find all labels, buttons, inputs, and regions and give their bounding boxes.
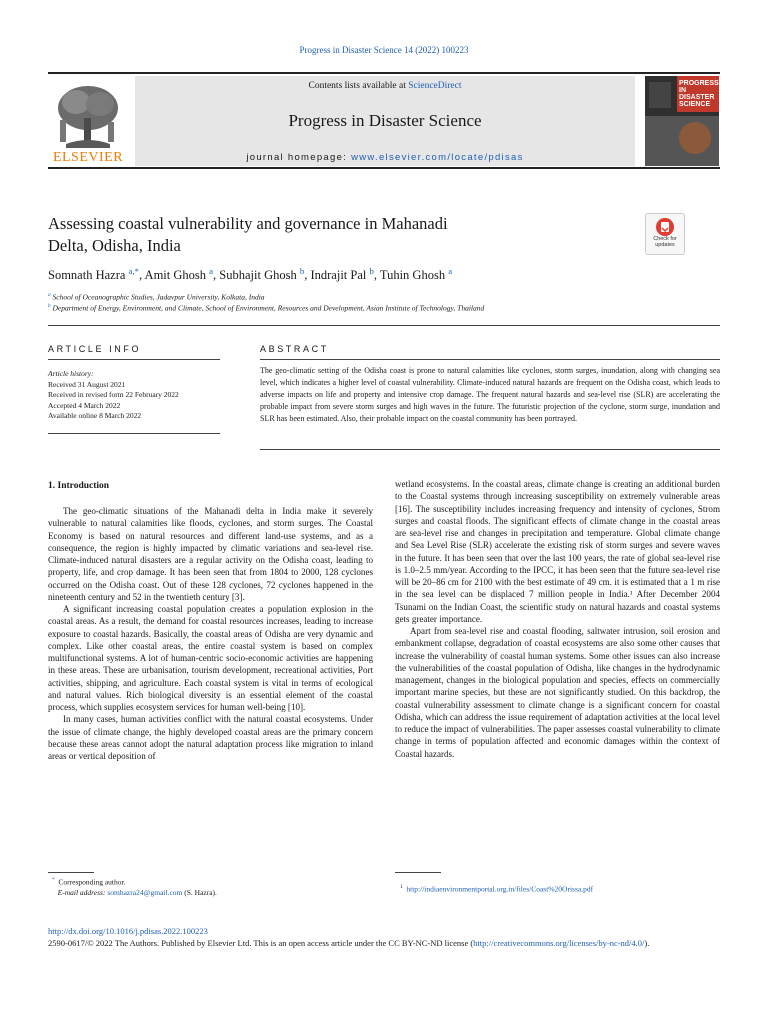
article-title [48,213,608,257]
author-name: Amit Ghosh [144,268,207,283]
intro-paragraph-5: Apart from sea-level rise and coastal flooding, saltwater intrusion, soil erosion and embankment collapse, degradation of coastal ecosystems are also some other causes that increase the vulnerability of coastal human systems. Some other issues can also increase the vulnerabilities of the coastal population of Odisha, like changes in the hydrodynamic management, changes in the biological population and species, effects on commercially important marine species, but these are not significantly studied. On this backdrop, the coastal vulnerability assessment to climate change is a significant concern for coastal Odisha, which can address the issue requirement of adaptation activities at the local level to reduce the impact of vulnerabilities. The paper assesses coastal vulnerability to climate change in terms of population affected and economic damages within the context of Coastal hazards. [395,626,720,759]
article-title-line-2: Delta, Odisha, India [48,236,181,255]
history-online: Available online 8 March 2022 [48,411,142,420]
author-affiliation-mark[interactable]: a [448,266,453,276]
author-name: Somnath Hazra [48,268,126,283]
homepage-prefix: journal homepage: [246,152,352,163]
body-column-right [395,478,720,760]
footnote-1-link[interactable]: http://indiaenvironmentportal.org.in/files/Coast%20Orissa.pdf [406,884,594,894]
intro-paragraph-4: wetland ecosystems. In the coastal areas, climate change is creating an additional burden to the Coastal systems through increasing susceptibility on extremely vulnerable areas [16]. The susceptibility includes increasing frequency and intensity of cyclones, Strom surges and coastal floods. The significant effects of climate change in the coastal areas are sea-level rise and changes in precipitation and temperature. Global climate change and Sea Level Rise (SLR) accelerate the existing risk of storm surges and severe waves in the future. It has been seen that over the last 100 years, the rate of global sea-level rise is 1.0–2.5 mm/year. According to the IPCC, it has been seen that the future sea-level rise will be 20–86 cm for 2100 with the best estimate of 49 cm. it is estimated that a 1 m rise in the sea level can be displaced 7 million people in India.¹ After December 2004 Tsunami on the Indian Coast, the scientific study on natural hazards and coastal systems gets greater importance. [395,479,720,624]
email-suffix: (S. Hazra). [184,888,217,897]
corresponding-mark: * [52,877,55,883]
section-rule [48,325,720,326]
header-rule-top [48,72,720,74]
license-statement [48,937,720,949]
footnote-mark: 1 [400,884,403,890]
introduction-heading: 1. Introduction [48,481,110,491]
license-prefix: 2590-0617/© 2022 The Authors. Published by Elsevier Ltd. This is an open access article under the CC BY-NC-ND license ( [48,938,474,948]
email-label: E-mail address: [57,888,106,897]
article-info-rule-bottom [48,433,220,434]
history-received: Received 31 August 2021 [48,379,126,389]
history-revised: Received in revised form 22 February 2022 [48,390,179,399]
header-rule-bottom [48,167,720,169]
journal-cover[interactable] [645,76,719,166]
author-affiliation-mark[interactable]: a,* [128,266,139,276]
cover-title: PROGRESS IN DISASTER SCIENCE [679,80,719,108]
author-4[interactable] [310,268,373,282]
check-updates-label: Check for updates [653,236,677,248]
journal-reference[interactable]: Progress in Disaster Science 14 (2022) 100223 [299,45,469,55]
email-link[interactable]: somhazra24@gmail.com [107,888,183,897]
author-2[interactable] [145,268,213,282]
history-label: Article history: [48,369,94,378]
article-info-heading: ARTICLE INFO [48,344,142,354]
author-name: Tuhin Ghosh [379,268,446,283]
corresponding-author-footnote [52,875,382,899]
license-suffix: ). [644,938,650,948]
sciencedirect-link[interactable]: ScienceDirect [408,81,462,91]
elsevier-wordmark: ELSEVIER [52,150,124,165]
affiliation-mark: a [48,292,51,298]
license-link[interactable]: http://creativecommons.org/licenses/by-nc-nd/4.0/ [473,938,645,948]
affiliation-text: Department of Energy, Environment, and Climate, School of Environment, Resources and Development, Asian Institute of Technology, Thailand [52,303,485,313]
intro-paragraph-1: The geo-climatic situations of the Mahanadi delta in India make it severely vulnerable to natural calamities like floods, cyclones, and storm surges. The Coastal Economy is based on natural resources and different land-use systems, and as a consequence, the region is highly impacted by climatic variations and sea-level rise. Climate-induced natural disasters are a regular activity on the Odisha coast, leading to property, life, and crop damage. It has been seen that from 1804 to 2000, 128 cyclones occurred on the Odisha coast. Out of these 128 cyclones, 72 cyclones happened in the nineteenth century and 52 in the twentieth century [3]. [48,506,373,602]
author-list: Somnath Hazra $^{a,*}$, Amit Ghosh $^a$, Subhajit Ghosh $^b$, Indrajit Pal $^b$, Tuhin Ghosh $^a$ [48,266,453,283]
author-affiliation-mark[interactable]: b [299,266,305,276]
footnote-rule-left [48,872,94,873]
affiliation-b [48,303,720,313]
author-5[interactable] [380,268,452,282]
history-accepted: Accepted 4 March 2022 [48,400,121,410]
author-name: Subhajit Ghosh [219,268,297,283]
check-for-updates-button[interactable] [645,213,685,255]
body-column-left [48,505,373,762]
author-affiliation-mark[interactable]: b [369,266,374,276]
homepage-link[interactable]: www.elsevier.com/locate/pdisas [351,152,524,163]
affiliation-text: School of Oceanographic Studies, Jadavpur University, Kolkata, India [52,292,265,302]
affiliation-a [48,292,720,302]
abstract-heading: ABSTRACT [260,344,329,354]
author-name: Indrajit Pal [310,268,367,283]
author-affiliation-mark[interactable]: a [209,266,214,276]
abstract-text: The geo-climatic setting of the Odisha coast is prone to natural calamities like cyclones, storm surges, inundation, along with changing sea level, which indicates a higher level of coastal vulnerability. Climate-induced natural hazards are frequent on the Odisha coast, which leads to adverse impacts on life and property and intensive crop damage. The frequent natural hazards and sea-level rise (SLR) are accelerating the probable impact from severe storm surges and high waves in the future. The futuristic projection of the cyclone, storm surge, inundation and SLR has been estimated. Also, their probable impact on the coastal community has been portrayed. [260,366,720,423]
abstract-rule-bottom [260,449,720,450]
corresponding-label: Corresponding author. [58,877,126,887]
article-title-line-1: Assessing coastal vulnerability and governance in Mahanadi [48,214,448,233]
author-1[interactable] [48,268,139,282]
doi-link[interactable]: http://dx.doi.org/10.1016/j.pdisas.2022.100223 [48,926,208,936]
author-3[interactable] [219,268,304,282]
contents-prefix: Contents lists available at [308,81,409,91]
intro-paragraph-3: In many cases, human activities conflict with the natural coastal ecosystems. Under the issue of climate change, the highly developed coastal areas are the primary concern because these areas cannot adopt the natural adaptation process like migration to inland areas or vertical deposition of [48,714,373,761]
affiliation-mark: b [48,303,51,309]
journal-title: Progress in Disaster Science [288,111,482,130]
contents-line [135,81,635,91]
article-history [48,369,220,422]
article-info-rule [48,359,220,360]
journal-homepage [135,152,635,163]
abstract-rule-top [260,359,720,360]
intro-paragraph-2: A significant increasing coastal population creates a population explosion in the coastal areas. As a result, the demand for coastal resources increases, leading to increase exposure to coastal hazards. Basically, the coastal areas of Odisha are very dynamic and complex. Like other coastal areas, the entire coastal system is based on complex multifunctional systems. A lot of human-centric socio-economic activities are happening in these areas. These are urbanisation, tourism development, recreational activities, Port activities, shipping, and agriculture. Each coastal system is vital in terms of ecological and natural values. Rich biological diversity is an essential element of the coastal process, which supplies ecosystem services for human well-being [10]. [48,604,373,712]
footnote-1 [400,884,720,894]
footnote-rule-right [395,872,441,873]
